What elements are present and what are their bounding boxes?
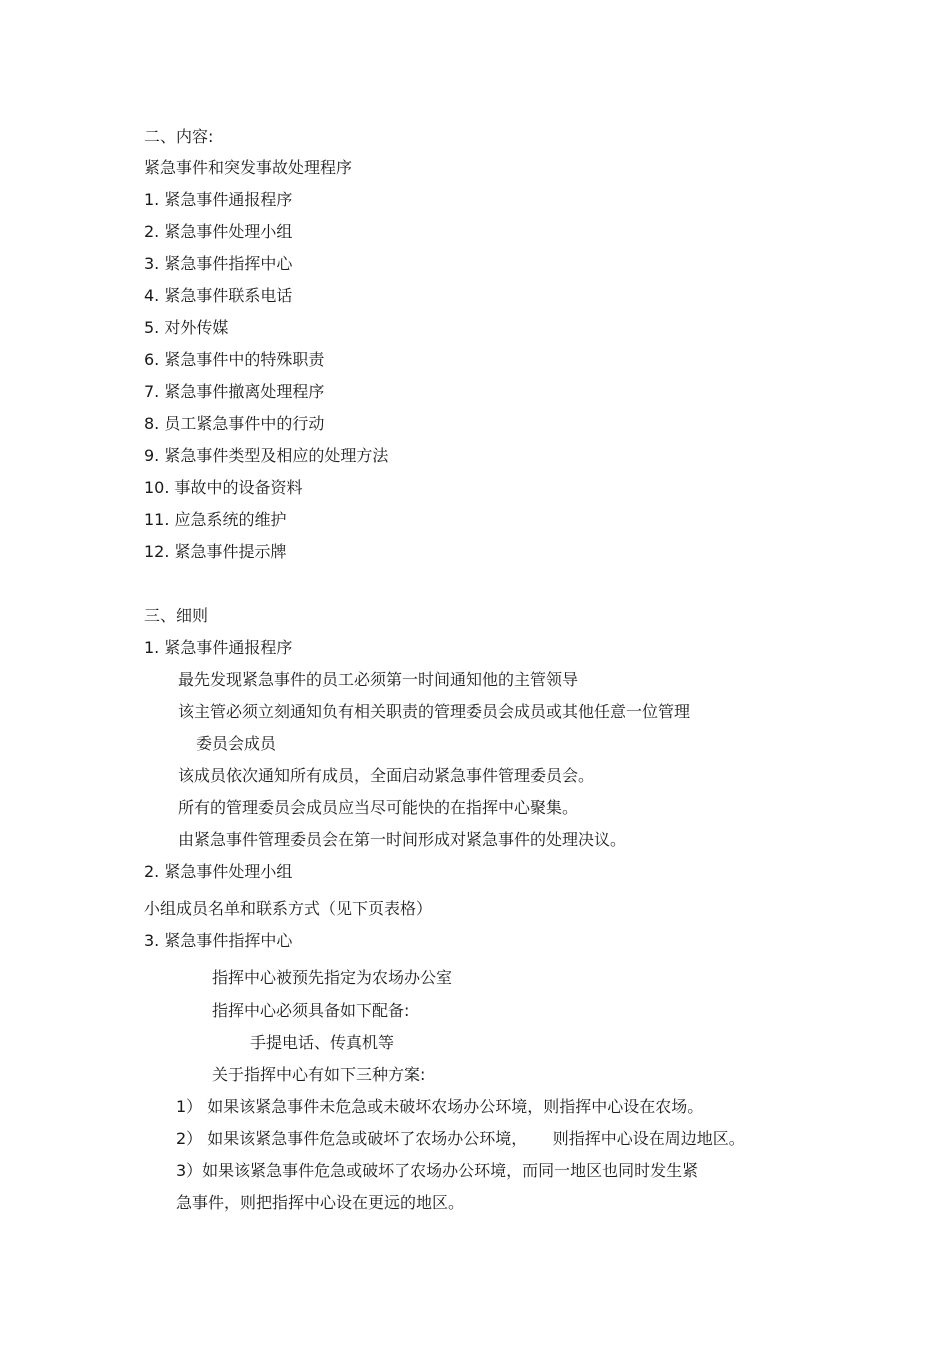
toc-item: 4. 紧急事件联系电话 [144,286,293,305]
detail-paragraph: 由紧急事件管理委员会在第一时间形成对紧急事件的处理决议。 [178,830,627,849]
toc-item: 9. 紧急事件类型及相应的处理方法 [144,446,389,465]
detail-option: 3）如果该紧急事件危急或破坏了农场办公环境，而同一地区也同时发生紧 [176,1161,699,1180]
toc-item: 7. 紧急事件撤离处理程序 [144,382,325,401]
detail-paragraph: 所有的管理委员会成员应当尽可能快的在指挥中心聚集。 [178,798,579,817]
detail-paragraph: 指挥中心被预先指定为农场办公室 [212,968,453,987]
toc-item: 6. 紧急事件中的特殊职责 [144,350,325,369]
toc-item: 12. 紧急事件提示牌 [144,542,287,561]
section-heading-content: 二、内容: [144,127,214,146]
section-heading-details: 三、细则 [144,606,209,625]
toc-item: 10. 事故中的设备资料 [144,478,303,497]
toc-item: 5. 对外传媒 [144,318,229,337]
detail-option: 急事件，则把指挥中心设在更远的地区。 [176,1193,465,1212]
detail-paragraph: 委员会成员 [196,734,277,753]
toc-item: 1. 紧急事件通报程序 [144,190,293,209]
detail-paragraph: 关于指挥中心有如下三种方案: [212,1065,426,1084]
section-subtitle: 紧急事件和突发事故处理程序 [144,158,353,177]
toc-item: 8. 员工紧急事件中的行动 [144,414,325,433]
detail-paragraph: 小组成员名单和联系方式（见下页表格） [144,899,433,918]
detail-title: 3. 紧急事件指挥中心 [144,931,293,950]
toc-item: 2. 紧急事件处理小组 [144,222,293,241]
toc-item: 11. 应急系统的维护 [144,510,287,529]
detail-option: 1） 如果该紧急事件未危急或未破坏农场办公环境，则指挥中心设在农场。 [176,1097,704,1116]
detail-paragraph: 手提电话、传真机等 [250,1033,395,1052]
detail-option: 2） 如果该紧急事件危急或破坏了农场办公环境， 则指挥中心设在周边地区。 [176,1129,745,1148]
detail-title: 1. 紧急事件通报程序 [144,638,293,657]
toc-item: 3. 紧急事件指挥中心 [144,254,293,273]
detail-paragraph: 指挥中心必须具备如下配备: [212,1001,410,1020]
detail-paragraph: 该主管必须立刻通知负有相关职责的管理委员会成员或其他任意一位管理 [178,702,691,721]
detail-paragraph: 最先发现紧急事件的员工必须第一时间通知他的主管领导 [178,670,579,689]
detail-paragraph: 该成员依次通知所有成员，全面启动紧急事件管理委员会。 [178,766,595,785]
detail-title: 2. 紧急事件处理小组 [144,862,293,881]
